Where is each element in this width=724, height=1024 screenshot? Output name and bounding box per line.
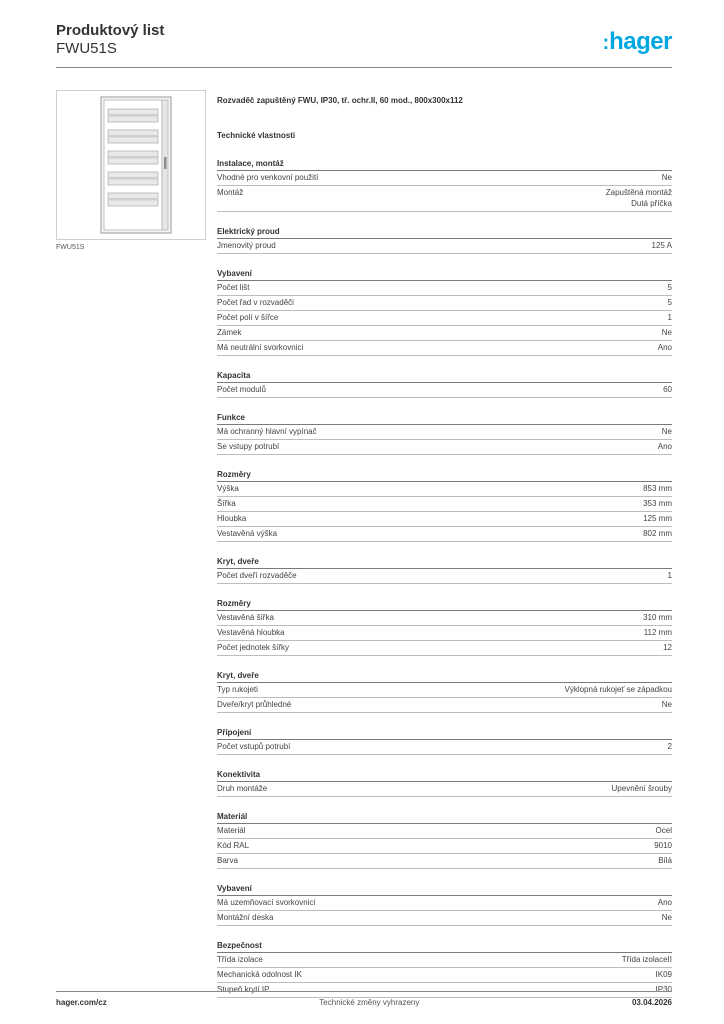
spec-value: 802 mm [643, 529, 672, 538]
spec-row [217, 698, 672, 713]
spec-value: 5 [667, 298, 672, 307]
spec-value: Třída izolaceII [621, 955, 672, 964]
spec-section [217, 555, 672, 584]
section-title: Vybavení [217, 882, 672, 896]
spec-value: Výklopná rukojeť se západkou [564, 685, 672, 694]
spec-label: Dveře/kryt průhledné [217, 700, 292, 709]
spec-section [217, 939, 672, 998]
spec-label: Montáž [217, 188, 244, 197]
spec-section [217, 882, 672, 926]
spec-row [217, 641, 672, 656]
product-description: Rozvaděč zapuštěný FWU, IP30, tř. ochr.II, 60 mod., 800x300x112 [217, 96, 463, 105]
spec-label: Počet jednotek šířky [217, 643, 290, 652]
image-caption: FWU51S [56, 244, 85, 251]
logo-dots-icon: : [602, 32, 609, 54]
spec-value: 853 mm [643, 484, 672, 493]
section-title: Vybavení [217, 267, 672, 281]
spec-row [217, 296, 672, 311]
spec-label: Počet vstupů potrubí [217, 742, 291, 751]
spec-value: IK09 [655, 970, 672, 979]
section-title: Kryt, dveře [217, 669, 672, 683]
spec-section [217, 468, 672, 542]
spec-value: Ne [661, 328, 672, 337]
spec-label: Vestavěná hloubka [217, 628, 285, 637]
spec-value: 2 [667, 742, 672, 751]
spec-label: Barva [217, 856, 238, 865]
spec-row [217, 281, 672, 296]
spec-row [217, 497, 672, 512]
hager-logo [602, 28, 672, 56]
spec-row [217, 683, 672, 698]
spec-value: 125 mm [643, 514, 672, 523]
spec-value: Ne [661, 700, 672, 709]
spec-label: Má neutrální svorkovnici [217, 343, 304, 352]
spec-sections [217, 157, 672, 998]
footer-date: 03.04.2026 [631, 998, 672, 1007]
spec-value: 1 [667, 571, 672, 580]
spec-label: Výška [217, 484, 239, 493]
spec-value: 60 [663, 385, 672, 394]
spec-section [217, 411, 672, 455]
spec-label: Šířka [217, 499, 236, 508]
spec-row [217, 854, 672, 869]
header-divider [56, 67, 672, 68]
spec-label: Vestavěná šířka [217, 613, 274, 622]
spec-label: Montážní deska [217, 913, 274, 922]
footer-note: Technické změny vyhrazeny [319, 998, 420, 1007]
spec-section [217, 369, 672, 398]
spec-section [217, 726, 672, 755]
spec-value: Ne [661, 173, 672, 182]
spec-section [217, 597, 672, 656]
spec-label: Třída izolace [217, 955, 263, 964]
spec-value: 112 mm [643, 628, 672, 637]
spec-section [217, 267, 672, 356]
spec-label: Stupeň krytí IP [217, 985, 270, 994]
spec-label: Vestavěná výška [217, 529, 278, 538]
spec-section [217, 157, 672, 212]
spec-value: 12 [663, 643, 672, 652]
spec-label: Typ rukojeti [217, 685, 258, 694]
footer-website: hager.com/cz [56, 998, 107, 1007]
document-header [56, 22, 164, 58]
spec-row [217, 311, 672, 326]
spec-value: Upevnění šrouby [611, 784, 672, 793]
spec-row [217, 171, 672, 186]
spec-value: Ne [661, 427, 672, 436]
spec-label: Jmenovitý proud [217, 241, 276, 250]
spec-label: Materiál [217, 826, 246, 835]
spec-row [217, 440, 672, 455]
section-title: Elektrický proud [217, 225, 672, 239]
spec-label: Počet řad v rozvaděči [217, 298, 294, 307]
spec-row [217, 782, 672, 797]
distribution-board-illustration [57, 91, 205, 239]
page-footer [56, 998, 672, 1007]
spec-row [217, 611, 672, 626]
spec-row [217, 383, 672, 398]
spec-section [217, 768, 672, 797]
spec-label: Počet lišt [217, 283, 250, 292]
logo-text: hager [609, 28, 672, 55]
section-title: Instalace, montáž [217, 157, 672, 171]
product-code: FWU51S [56, 40, 117, 57]
spec-row [217, 740, 672, 755]
spec-row [217, 569, 672, 584]
spec-row [217, 911, 672, 926]
product-details [217, 96, 672, 998]
spec-row [217, 239, 672, 254]
spec-label: Mechanická odolnost IK [217, 970, 302, 979]
spec-value: 5 [667, 283, 672, 292]
spec-row [217, 896, 672, 911]
technical-properties-title: Technické vlastnosti [217, 131, 296, 140]
spec-row [217, 186, 672, 212]
section-title: Funkce [217, 411, 672, 425]
spec-value: Ocel [655, 826, 672, 835]
spec-value: Ano [657, 442, 672, 451]
spec-row [217, 968, 672, 983]
spec-row [217, 839, 672, 854]
section-title: Rozměry [217, 597, 672, 611]
spec-section [217, 810, 672, 869]
spec-row [217, 626, 672, 641]
section-title: Rozměry [217, 468, 672, 482]
spec-row [217, 527, 672, 542]
spec-label: Druh montáže [217, 784, 268, 793]
spec-label: Počet polí v šířce [217, 313, 279, 322]
spec-row [217, 425, 672, 440]
spec-value: 353 mm [643, 499, 672, 508]
footer-divider [56, 991, 672, 992]
spec-label: Má ochranný hlavní vypínač [217, 427, 317, 436]
spec-value: 125 A [651, 241, 672, 250]
spec-value: Ano [657, 898, 672, 907]
spec-label: Počet modulů [217, 385, 266, 394]
spec-row [217, 326, 672, 341]
spec-label: Se vstupy potrubí [217, 442, 280, 451]
spec-value: 310 mm [643, 613, 672, 622]
spec-label: Má uzemňovací svorkovnici [217, 898, 316, 907]
spec-label: Zámek [217, 328, 242, 337]
spec-section [217, 225, 672, 254]
spec-value: IP30 [655, 985, 672, 994]
spec-value: Zapuštěná montáž Dutá příčka [605, 188, 672, 208]
spec-row [217, 953, 672, 968]
spec-row [217, 512, 672, 527]
spec-value: Ne [661, 913, 672, 922]
spec-value: Ano [657, 343, 672, 352]
spec-label: Kód RAL [217, 841, 250, 850]
spec-label: Počet dveří rozvaděče [217, 571, 297, 580]
section-title: Bezpečnost [217, 939, 672, 953]
spec-value: 1 [667, 313, 672, 322]
product-image [56, 90, 206, 240]
spec-row [217, 341, 672, 356]
spec-section [217, 669, 672, 713]
section-title: Konektivita [217, 768, 672, 782]
section-title: Připojení [217, 726, 672, 740]
section-title: Kryt, dveře [217, 555, 672, 569]
spec-label: Hloubka [217, 514, 247, 523]
spec-value: Bílá [658, 856, 672, 865]
document-type-title: Produktový list [56, 22, 165, 39]
section-title: Materiál [217, 810, 672, 824]
spec-row [217, 824, 672, 839]
spec-label: Vhodné pro venkovní použití [217, 173, 319, 182]
spec-row [217, 482, 672, 497]
section-title: Kapacita [217, 369, 672, 383]
spec-value: 9010 [654, 841, 672, 850]
